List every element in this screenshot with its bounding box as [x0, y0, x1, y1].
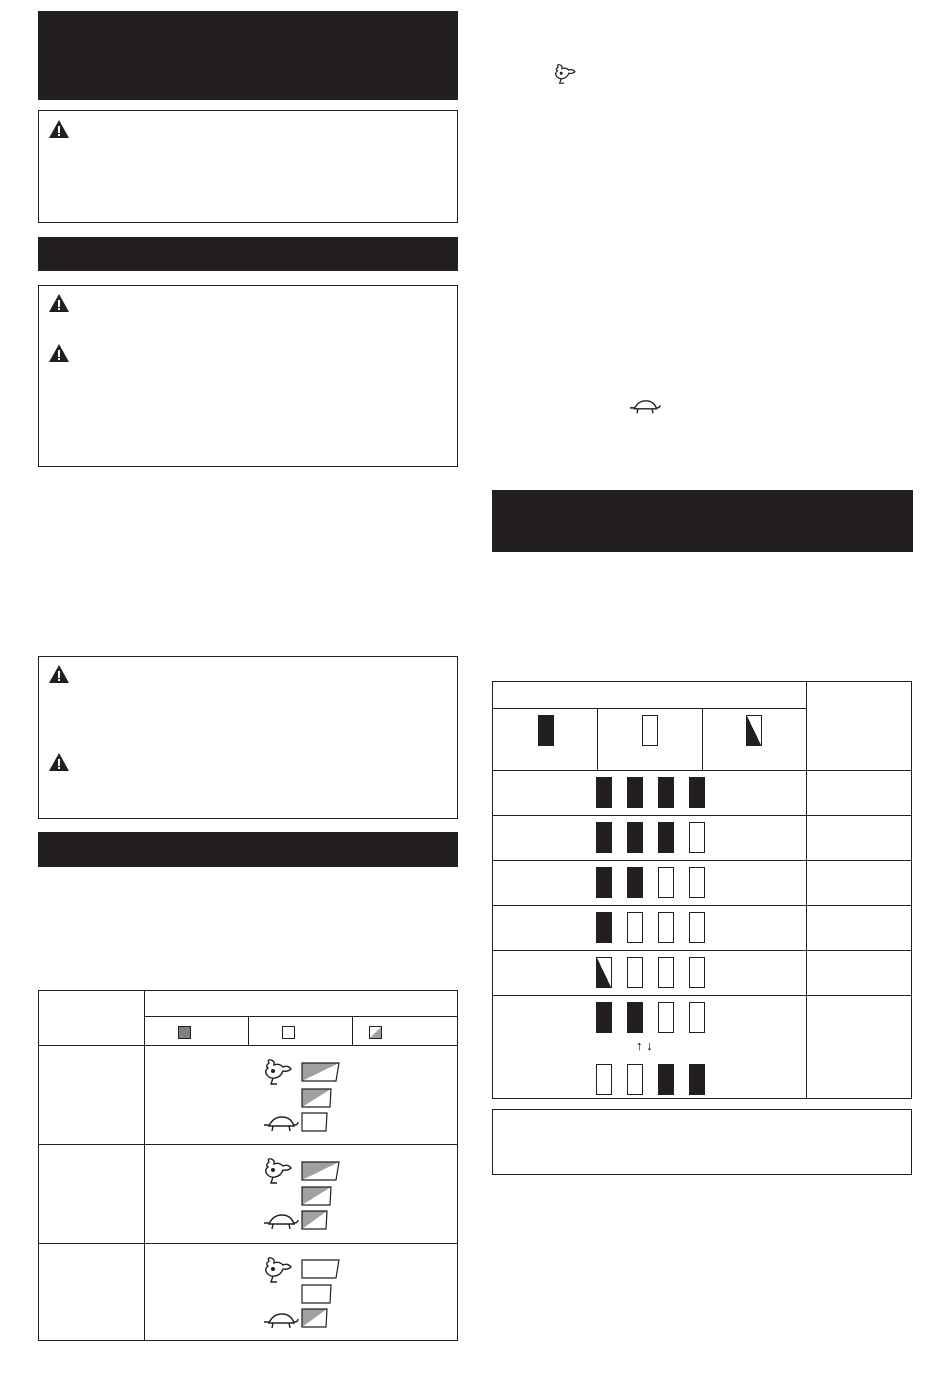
warning-triangle-icon	[48, 119, 70, 139]
section-heading-bar-3	[38, 832, 458, 867]
mode-level-indicator	[301, 1284, 333, 1304]
turtle-icon	[263, 1212, 299, 1237]
toggle-arrows: ↑ ↓	[636, 1038, 653, 1053]
turtle-icon	[629, 398, 661, 421]
mode-level-indicator	[301, 1088, 333, 1108]
mode-level-indicator	[301, 1259, 341, 1279]
battery-lamp	[596, 912, 612, 943]
section-heading-bar-right	[492, 490, 913, 552]
warning-triangle-icon	[48, 293, 70, 313]
warning-triangle-icon	[48, 343, 70, 363]
battery-lamp	[689, 1064, 705, 1095]
battery-lamp	[596, 822, 612, 853]
battery-lamp	[689, 912, 705, 943]
battery-lamp	[596, 777, 612, 808]
battery-lamp	[596, 957, 612, 988]
battery-lamp	[658, 1064, 674, 1095]
battery-lamp	[627, 1064, 643, 1095]
rabbit-icon	[261, 1255, 295, 1290]
mode-level-indicator	[301, 1210, 329, 1230]
legend-off-lamp	[642, 715, 658, 746]
battery-lamp	[596, 1064, 612, 1095]
battery-lamp	[689, 822, 705, 853]
mode-indicator-table	[38, 990, 458, 1341]
battery-lamp	[627, 867, 643, 898]
mode-level-indicator	[301, 1308, 329, 1328]
battery-lamp	[658, 1002, 674, 1033]
battery-lamp	[627, 912, 643, 943]
battery-lamp	[627, 957, 643, 988]
rabbit-icon	[261, 1057, 295, 1092]
battery-lamp	[689, 867, 705, 898]
battery-lamp	[689, 957, 705, 988]
battery-lamp	[596, 867, 612, 898]
battery-lamp	[658, 957, 674, 988]
battery-indicator-table	[492, 681, 912, 1099]
section-heading-bar-2	[38, 237, 458, 271]
turtle-icon	[263, 1114, 299, 1139]
battery-lamp	[689, 777, 705, 808]
battery-lamp	[689, 1002, 705, 1033]
legend-lit-swatch	[178, 1026, 191, 1039]
caution-box-2	[38, 285, 458, 467]
caution-box-1	[38, 110, 458, 223]
battery-lamp	[658, 822, 674, 853]
turtle-icon	[263, 1311, 299, 1336]
mode-level-indicator	[301, 1112, 329, 1132]
legend-blinking-lamp	[746, 715, 762, 746]
legend-lit-lamp	[538, 715, 554, 746]
warning-triangle-icon	[48, 752, 70, 772]
legend-blinking-swatch	[369, 1026, 382, 1039]
battery-lamp	[658, 777, 674, 808]
mode-level-indicator	[301, 1186, 333, 1206]
rabbit-icon	[261, 1156, 295, 1191]
battery-lamp	[658, 867, 674, 898]
mode-level-indicator	[301, 1161, 341, 1181]
section-heading-bar-1	[38, 11, 458, 100]
note-box	[492, 1109, 912, 1175]
battery-lamp	[627, 777, 643, 808]
battery-lamp	[596, 1002, 612, 1033]
warning-triangle-icon	[48, 664, 70, 684]
legend-off-swatch	[282, 1026, 295, 1039]
battery-lamp	[627, 1002, 643, 1033]
battery-lamp	[658, 912, 674, 943]
mode-level-indicator	[301, 1062, 341, 1082]
caution-box-3	[38, 656, 458, 819]
battery-lamp	[627, 822, 643, 853]
rabbit-icon	[552, 62, 578, 91]
